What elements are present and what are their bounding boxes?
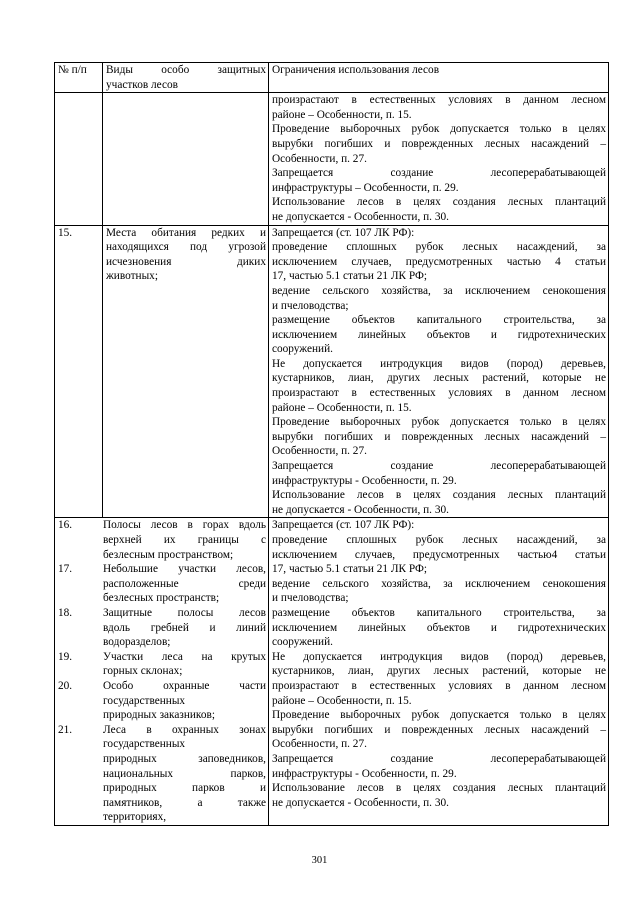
forest-type-line: государственных [103, 694, 186, 707]
forest-type-line: государственных [103, 738, 186, 751]
restriction-line: исключением случаев, предусмотренных частью 4 статьи [272, 255, 606, 268]
forest-type-line: вдоль гребней и линий [103, 621, 266, 634]
header-restrictions: Ограничения использования лесов [269, 63, 609, 93]
restriction-line: Проведение выборочных рубок допускается только в целях [272, 709, 606, 722]
forest-type-item [58, 650, 266, 679]
forest-type-text [106, 226, 266, 284]
forest-type-line: природных парков и [103, 782, 266, 795]
forest-type-line: территориях, [103, 811, 167, 824]
restriction-line: вырубки погибших и поврежденных лесных насаждений – [272, 137, 606, 150]
forest-type-number: 17. [58, 563, 73, 576]
forest-type-line: безлесным пространством; [103, 548, 234, 561]
restriction-line: ведение сельского хозяйства, за исключением сенокошения [272, 577, 606, 590]
forest-type-item [58, 679, 266, 723]
restriction-line: произрастают в естественных условиях в данном лесном [272, 94, 606, 107]
restriction-line: проведение сплошных рубок лесных насаждений, за [272, 241, 606, 254]
table-row [55, 225, 609, 518]
table-header-row [55, 63, 609, 93]
restriction-line: Запрещается (ст. 107 ЛК РФ): [272, 519, 415, 532]
forest-restrictions-table [54, 62, 609, 826]
forest-type-line: Защитные полосы лесов [103, 606, 266, 619]
header-number: № п/п [55, 63, 103, 93]
row-number-cell [55, 225, 103, 518]
restrictions-cell [269, 518, 609, 825]
forest-type-item [58, 518, 266, 562]
forest-type-line: расположенные среди [103, 577, 266, 590]
forest-type-line: водоразделов; [103, 636, 171, 649]
restriction-line: размещение объектов капитального строительства, за [272, 606, 606, 619]
forest-type-item [58, 723, 266, 825]
header-type-line-2: участков лесов [106, 78, 178, 91]
restriction-line: инфраструктуры - Особенности, п. 29. [272, 767, 457, 780]
restriction-line: сооружений. [272, 343, 333, 356]
forest-type-number: 16. [58, 519, 73, 532]
restriction-line: исключением линейных объектов и гидротехнических [272, 328, 606, 341]
forest-type-text [103, 562, 266, 606]
restriction-line: кустарников, лиан, других лесных растений, которые не [272, 372, 606, 385]
restrictions-cell [269, 225, 609, 518]
forest-type-line: природных заказников; [103, 709, 215, 722]
forest-type-number: 20. [58, 679, 73, 692]
forest-type-line: горных склонах; [103, 665, 183, 678]
restriction-line: 17, частью 5.1 статьи 21 ЛК РФ; [272, 270, 428, 283]
restriction-line: проведение сплошных рубок лесных насаждений, за [272, 534, 606, 546]
forest-type-item [58, 606, 266, 650]
forest-type-cell [55, 518, 269, 825]
forest-type-line: Леса в охранных зонах [103, 723, 266, 736]
page-number: 301 [311, 855, 328, 866]
restriction-line: 17, частью 5.1 статьи 21 ЛК РФ; [272, 563, 428, 576]
restriction-line: кустарников, лиан, других лесных растений, которые не [272, 665, 606, 678]
forest-type-cell [103, 225, 269, 518]
row-number-cell [55, 93, 103, 225]
forest-type-line: Места обитания редких и [106, 226, 266, 239]
restriction-line: ведение сельского хозяйства, за исключением сенокошения [272, 284, 606, 297]
restriction-line: Использование лесов в целях создания лесных плантаций [272, 196, 606, 209]
restriction-line: Проведение выборочных рубок допускается только в целях [272, 123, 606, 136]
restriction-line: исключением случаев, предусмотренных частью4 статьи [272, 548, 606, 561]
forest-type-line: исчезновения диких [106, 255, 266, 268]
forest-type-line: Участки леса на крутых [103, 650, 266, 663]
restriction-line: вырубки погибших и поврежденных лесных насаждений – [272, 430, 606, 443]
restriction-line: не допускается - Особенности, п. 30. [272, 210, 449, 223]
restriction-line: Особенности, п. 27. [272, 738, 367, 751]
restriction-line: не допускается - Особенности, п. 30. [272, 796, 449, 809]
header-type-line-1: Виды особо защитных [106, 64, 266, 76]
restriction-line: и пчеловодства; [272, 592, 349, 605]
restriction-line: вырубки погибших и поврежденных лесных насаждений – [272, 723, 606, 736]
restriction-line: сооружений. [272, 636, 333, 649]
row-number: 15. [58, 226, 73, 239]
restriction-line: районе – Особенности, п. 15. [272, 401, 412, 414]
forest-type-text [103, 518, 266, 562]
forest-type-line: животных; [106, 270, 158, 283]
table-row [55, 518, 609, 825]
forest-type-line: Особо охранные части [103, 679, 266, 692]
restriction-line: Запрещается создание лесоперерабатывающей [272, 752, 606, 765]
forest-type-number: 21. [58, 723, 73, 736]
restriction-line: Особенности, п. 27. [272, 445, 367, 458]
forest-type-item [106, 226, 266, 284]
forest-type-text [103, 723, 266, 825]
forest-type-number: 19. [58, 650, 73, 663]
restriction-line: районе – Особенности, п. 15. [272, 694, 412, 707]
restriction-line: Особенности, п. 27. [272, 152, 367, 165]
restriction-line: произрастают в естественных условиях в данном лесном [272, 387, 606, 400]
restriction-line: Не допускается интродукция видов (пород) деревьев, [272, 357, 606, 370]
forest-type-number: 18. [58, 606, 73, 619]
restriction-line: не допускается - Особенности, п. 30. [272, 503, 449, 516]
forest-type-line: природных заповедников, [103, 752, 266, 765]
restriction-line: и пчеловодства; [272, 299, 349, 312]
forest-type-text [103, 606, 266, 650]
restrictions-cell [269, 93, 609, 225]
forest-type-cell [103, 93, 269, 225]
restriction-line: районе – Особенности, п. 15. [272, 108, 412, 121]
forest-type-line: национальных парков, [103, 767, 266, 780]
forest-type-line: верхней их границы с [103, 534, 266, 546]
forest-type-item [58, 562, 266, 606]
restriction-line: Запрещается создание лесоперерабатывающей [272, 460, 606, 473]
forest-type-text [103, 679, 266, 723]
restriction-line: Запрещается создание лесоперерабатывающей [272, 167, 606, 180]
restriction-line: инфраструктуры – Особенности, п. 29. [272, 181, 459, 194]
table-body [55, 93, 609, 826]
restriction-line: Запрещается (ст. 107 ЛК РФ): [272, 226, 415, 239]
restriction-line: исключением линейных объектов и гидротехнических [272, 621, 606, 634]
forest-type-line: Небольшие участки лесов, [103, 563, 266, 576]
forest-type-line: памятников, а также [103, 796, 266, 809]
forest-type-line: находящихся под угрозой [106, 241, 266, 254]
restriction-line: произрастают в естественных условиях в данном лесном [272, 679, 606, 692]
restriction-line: Использование лесов в целях создания лесных плантаций [272, 489, 606, 502]
restriction-line: инфраструктуры - Особенности, п. 29. [272, 474, 457, 487]
forest-type-line: Полосы лесов в горах вдоль [103, 519, 266, 532]
restriction-line: Использование лесов в целях создания лесных плантаций [272, 782, 606, 795]
forest-type-line: безлесных пространств; [103, 592, 220, 605]
header-type [103, 63, 269, 93]
restriction-line: размещение объектов капитального строительства, за [272, 314, 606, 327]
forest-type-text [103, 650, 266, 679]
restriction-line: Не допускается интродукция видов (пород) деревьев, [272, 650, 606, 663]
table-row [55, 93, 609, 225]
restriction-line: Проведение выборочных рубок допускается только в целях [272, 416, 606, 429]
